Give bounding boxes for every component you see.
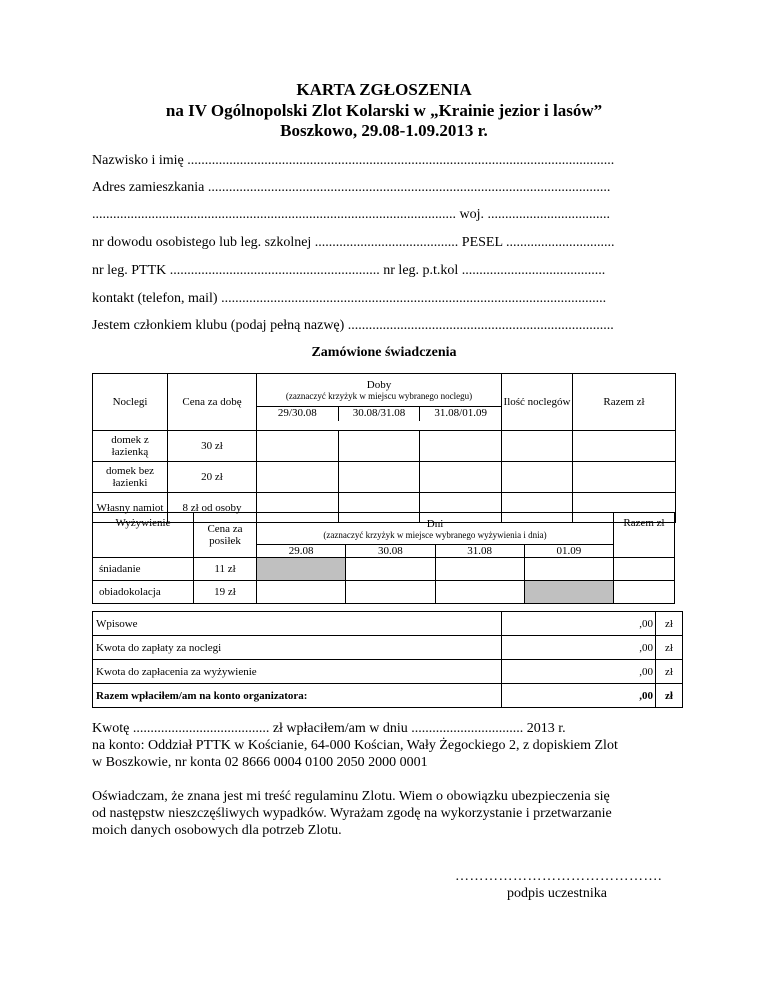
- food-table: [92, 512, 675, 604]
- lodging-type: Własny namiot: [93, 493, 168, 523]
- meal-cell[interactable]: [346, 558, 435, 580]
- address-field[interactable]: Adres zamieszkania ...................................................................................................................: [92, 180, 611, 195]
- lodging-cell[interactable]: [420, 462, 501, 492]
- day-col-2: 30.08: [346, 545, 435, 557]
- payment-info: [92, 720, 682, 771]
- col-razem: Razem zł: [573, 374, 676, 431]
- col-wyzywienie: Wyżywienie: [93, 513, 194, 558]
- payment-line: w Boszkowie, nr konta 02 8666 0004 0100 2050 2000 0001: [92, 755, 428, 770]
- lodging-cell[interactable]: [257, 431, 339, 461]
- summary-total-amount[interactable]: ,00: [502, 684, 656, 708]
- pttk-card-field[interactable]: nr leg. PTTK ............................................................ nr leg. p.t.kol .........................................: [92, 263, 606, 278]
- lodging-count-cell[interactable]: [502, 431, 573, 462]
- declaration: [92, 788, 682, 839]
- declaration-line: Oświadczam, że znana jest mi treść regulaminu Zlotu. Wiem o obowiązku ubezpieczenia się: [92, 789, 610, 804]
- meal-cell[interactable]: [436, 558, 525, 580]
- meal-price: 11 zł: [194, 558, 257, 581]
- id-pesel-field[interactable]: nr dowodu osobistego lub leg. szkolnej ......................................... PESEL ...............................: [92, 235, 615, 250]
- lodging-cell[interactable]: [339, 431, 421, 461]
- lodging-total-cell[interactable]: [573, 431, 676, 462]
- dni-note: (zaznaczyć krzyżyk w miejsce wybranego wyżywienia i dnia): [323, 529, 547, 540]
- lodging-type: domek z łazienką: [93, 431, 168, 462]
- summary-amount[interactable]: ,00: [502, 612, 656, 636]
- declaration-line: od następstw nieszczęśliwych wypadków. Wyrażam zgodę na wykorzystanie i przetwarzanie: [92, 806, 612, 821]
- lodging-count-cell[interactable]: [502, 462, 573, 493]
- summary-currency: zł: [656, 612, 683, 636]
- lodging-price: 20 zł: [168, 462, 257, 493]
- lodging-cell[interactable]: [257, 462, 339, 492]
- event-name: na IV Ogólnopolski Zlot Kolarski w „Krainie jezior i lasów”: [165, 101, 603, 120]
- day-col-3: 31.08: [436, 545, 525, 557]
- payment-line: na konto: Oddział PTTK w Kościanie, 64-000 Kościan, Wały Żegockiego 2, z dopiskiem Zlot: [92, 738, 618, 753]
- payment-line[interactable]: Kwotę ....................................... zł wpłaciłem/am w dniu ................................ 2013 r.: [92, 721, 566, 736]
- name-field[interactable]: Nazwisko i imię ..........................................................................................................................: [92, 153, 615, 168]
- col-dni: Dni: [426, 517, 444, 530]
- col-noclegi: Noclegi: [93, 374, 168, 431]
- summary-table: [92, 611, 683, 708]
- summary-amount[interactable]: ,00: [502, 660, 656, 684]
- date-col-1: 29/30.08: [257, 407, 339, 421]
- meal-total-cell[interactable]: [614, 558, 675, 581]
- doby-note: (zaznaczyć krzyżyk w miejscu wybranego noclegu): [285, 391, 473, 401]
- club-field[interactable]: Jestem członkiem klubu (podaj pełną nazwę) ............................................................................: [92, 318, 614, 333]
- meal-type: śniadanie: [93, 558, 194, 581]
- col-razem-food: Razem zł: [614, 513, 675, 558]
- form-title: KARTA ZGŁOSZENIA: [296, 80, 472, 99]
- meal-cell-disabled: [257, 558, 346, 580]
- lodging-price: 8 zł od osoby: [168, 493, 257, 523]
- summary-total-label: Razem wpłaciłem/am na konto organizatora:: [93, 684, 502, 708]
- summary-label: Wpisowe: [93, 612, 502, 636]
- meal-type: obiadokolacja: [93, 581, 194, 604]
- meal-cell[interactable]: [525, 558, 613, 580]
- meal-cell[interactable]: [346, 581, 435, 603]
- lodging-cell[interactable]: [420, 431, 501, 461]
- date-col-2: 30.08/31.08: [339, 407, 421, 421]
- col-cena: Cena za dobę: [168, 374, 257, 431]
- day-col-1: 29.08: [257, 545, 346, 557]
- declaration-line: moich danych osobowych dla potrzeb Zlotu.: [92, 823, 342, 838]
- lodging-table: [92, 373, 676, 523]
- address-voivodeship-field[interactable]: ........................................................................................................ woj. ...................................: [92, 207, 610, 222]
- lodging-type: domek bez łazienki: [93, 462, 168, 493]
- meal-cell[interactable]: [436, 581, 525, 603]
- summary-currency: zł: [656, 660, 683, 684]
- date-col-3: 31.08/01.09: [434, 407, 487, 419]
- section-title: Zamówione świadczenia: [311, 345, 457, 360]
- signature-label: podpis uczestnika: [507, 886, 607, 901]
- lodging-total-cell[interactable]: [573, 462, 676, 493]
- summary-amount[interactable]: ,00: [502, 636, 656, 660]
- meal-total-cell[interactable]: [614, 581, 675, 604]
- summary-currency: zł: [656, 636, 683, 660]
- meal-price: 19 zł: [194, 581, 257, 604]
- event-place-date: Boszkowo, 29.08-1.09.2013 r.: [280, 121, 488, 140]
- lodging-cell[interactable]: [339, 462, 421, 492]
- meal-cell[interactable]: [257, 581, 346, 603]
- meal-cell-disabled: [525, 581, 613, 603]
- signature-line[interactable]: …………………………………….: [455, 869, 662, 884]
- summary-label: Kwota do zapłacenia za wyżywienie: [93, 660, 502, 684]
- lodging-price: 30 zł: [168, 431, 257, 462]
- contact-field[interactable]: kontakt (telefon, mail) ..............................................................................................................: [92, 291, 607, 306]
- summary-label: Kwota do zapłaty za noclegi: [93, 636, 502, 660]
- col-ilosc: Ilość noclegów: [502, 374, 573, 431]
- col-doby: Doby: [366, 379, 392, 391]
- day-col-4: 01.09: [556, 545, 582, 557]
- col-cena-posilek: Cena za posiłek: [194, 513, 257, 558]
- summary-currency: zł: [656, 684, 683, 708]
